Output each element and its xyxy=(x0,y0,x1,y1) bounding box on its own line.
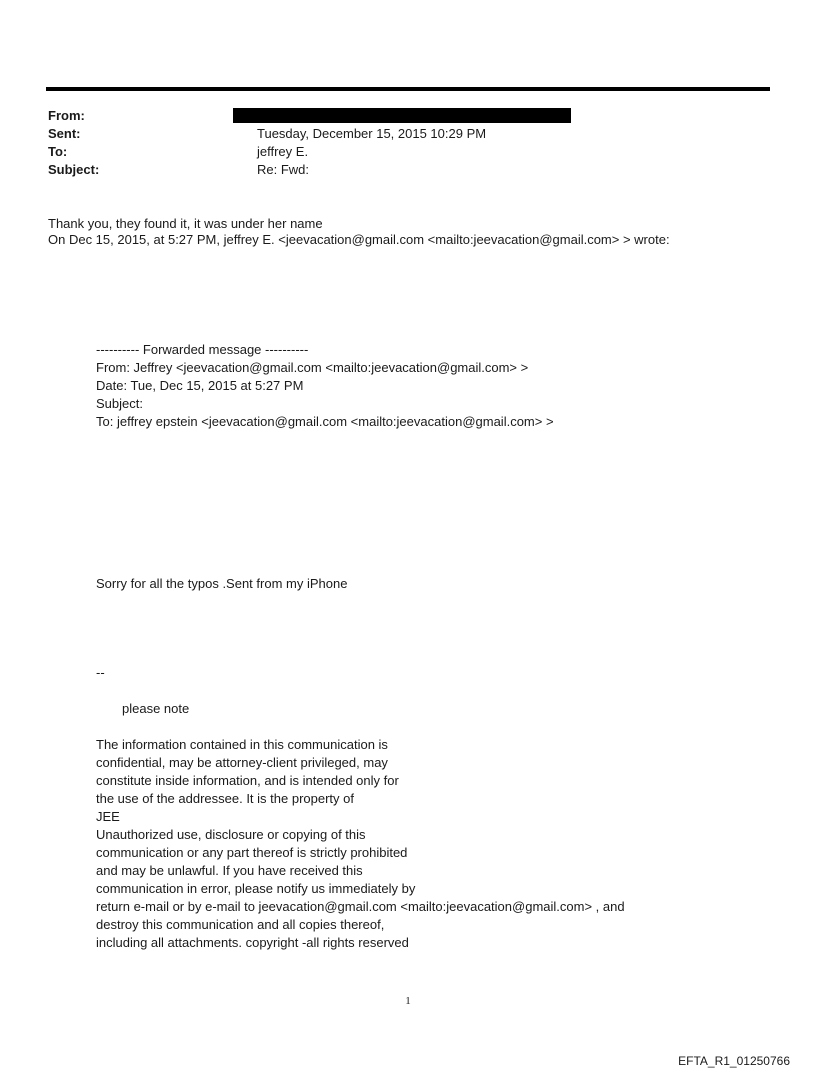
signature-typos: Sorry for all the typos .Sent from my iPhone xyxy=(96,576,348,591)
disclaimer-line: Unauthorized use, disclosure or copying of this xyxy=(96,827,366,842)
signature-note: please note xyxy=(122,701,190,716)
header-rule xyxy=(46,87,770,91)
disclaimer-line: including all attachments. copyright -all rights reserved xyxy=(96,935,409,950)
quote-intro: On Dec 15, 2015, at 5:27 PM, jeffrey E. <jeevacation@gmail.com <mailto:jeevacation@gmail.com> > wrote: xyxy=(48,232,670,247)
forwarded-subject: Subject: xyxy=(96,396,143,411)
disclaimer-line: communication in error, please notify us immediately by xyxy=(96,881,416,896)
disclaimer-line: constitute inside information, and is intended only for xyxy=(96,773,399,788)
disclaimer-line: The information contained in this communication is xyxy=(96,737,388,752)
disclaimer-line: return e-mail or by e-mail to jeevacation@gmail.com <mailto:jeevacation@gmail.com> , and xyxy=(96,899,625,914)
forwarded-from: From: Jeffrey <jeevacation@gmail.com <mailto:jeevacation@gmail.com> > xyxy=(96,360,529,375)
sent-value: Tuesday, December 15, 2015 10:29 PM xyxy=(257,126,487,141)
to-label: To: xyxy=(48,144,68,159)
disclaimer-line: communication or any part thereof is strictly prohibited xyxy=(96,845,408,860)
disclaimer-line: confidential, may be attorney-client privileged, may xyxy=(96,755,388,770)
from-label: From: xyxy=(48,108,85,123)
subject-value: Re: Fwd: xyxy=(257,162,310,177)
signature-dashes: -- xyxy=(96,665,105,680)
subject-label: Subject: xyxy=(48,162,100,177)
redacted-from-value xyxy=(233,108,571,123)
forwarded-divider: ---------- Forwarded message ---------- xyxy=(96,342,309,357)
bates-number: EFTA_R1_01250766 xyxy=(678,1054,790,1068)
disclaimer-line: JEE xyxy=(96,809,120,824)
to-value: jeffrey E. xyxy=(257,144,309,159)
disclaimer-line: the use of the addressee. It is the property of xyxy=(96,791,354,806)
disclaimer-line: destroy this communication and all copies thereof, xyxy=(96,917,385,932)
forwarded-date: Date: Tue, Dec 15, 2015 at 5:27 PM xyxy=(96,378,304,393)
sent-label: Sent: xyxy=(48,126,81,141)
forwarded-to: To: jeffrey epstein <jeevacation@gmail.com <mailto:jeevacation@gmail.com> > xyxy=(96,414,554,429)
reply-text: Thank you, they found it, it was under her name xyxy=(48,216,323,231)
disclaimer-line: and may be unlawful. If you have received this xyxy=(96,863,363,878)
page-number: 1 xyxy=(405,995,411,1007)
